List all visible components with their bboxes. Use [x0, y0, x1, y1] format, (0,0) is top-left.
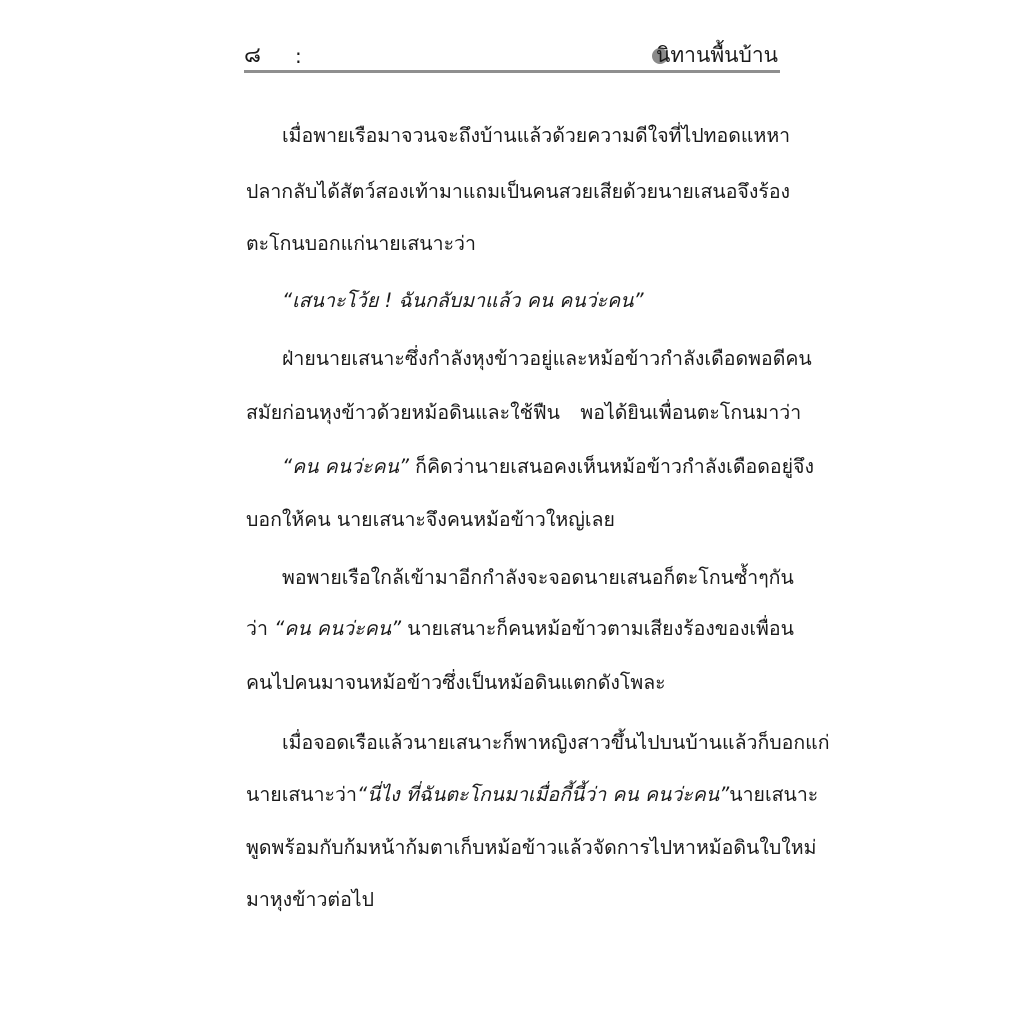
text-segment: นายเสนอจึงร้อง: [658, 180, 791, 203]
text-segment: ปลากลับได้สัตว์สองเท้ามา: [246, 180, 463, 203]
text-segment: [282, 452, 793, 482]
text-segment: พอได้ยินเพื่อนตะโกนมาว่า: [580, 401, 802, 424]
text-segment: นายเสนาะว่า: [246, 783, 357, 806]
text-segment: แถมเป็นคนสวยเสียด้วย: [462, 180, 659, 203]
text-line: [246, 780, 819, 810]
text-segment: และหม้อข้าวกำลังเดือดพอดีคน: [552, 347, 812, 370]
text-line: [246, 398, 801, 428]
text-segment: แล้วจัดการไปหาหม้อดินใบใหม่: [557, 836, 817, 859]
text-line: คนไปคนมาจนหม้อข้าวซึ่งเป็นหม้อดินแตกดังโพละ: [246, 671, 666, 694]
text-segment: ฝ่ายนายเสนาะซึ่งกำลังหุงข้าวอยู่: [282, 347, 553, 370]
text-segment: นายเสนอก็ตะโกนซ้ำ: [584, 566, 759, 589]
book-title: นิทานพื้นบ้าน: [655, 43, 778, 67]
text-segment: แล้วก็บอกแก่: [722, 731, 830, 754]
quote-text: “คน คนว่ะคน”: [282, 455, 409, 478]
text-line: [282, 121, 791, 151]
text-segment: ด้วยความดีใจที่ไปทอดแหหา: [552, 124, 791, 147]
running-header: [244, 40, 780, 70]
text-segment: กัน: [768, 566, 794, 589]
text-line: [282, 344, 812, 374]
text-segment: ๆ: [758, 566, 769, 589]
text-segment: พูดพร้อมกับก้มหน้าก้มตาเก็บหม้อข้าว: [246, 836, 558, 859]
text-segment: ก็คิดว่านายเสนอคงเห็นหม้อข้าวกำลังเดือดอยู่: [415, 455, 794, 478]
text-line: [246, 833, 817, 863]
page-number: ๘: [244, 43, 261, 68]
text-segment: สมัยก่อนหุงข้าวด้วยหม้อดินและใช้ฟืน: [246, 401, 560, 424]
text-segment: นายเสนาะ: [729, 783, 819, 806]
text-segment: นายเสนาะก็คนหม้อข้าวตามเสียงร้องของเพื่อน: [407, 617, 794, 640]
text-line: [246, 614, 794, 644]
text-line: [282, 728, 830, 758]
quote-text: “เสนาะโว้ย ! ฉันกลับมาแล้ว คน คนว่ะคน”: [282, 289, 644, 312]
text-segment: บอกให้คน: [246, 508, 331, 531]
quote-text: “คน คนว่ะคน”: [274, 617, 402, 640]
text-segment: เมื่อพายเรือมาจวนจะถึงบ้านแล้ว: [282, 124, 553, 147]
text-segment: พอพายเรือใกล้เข้ามาอีกกำลังจะจอด: [282, 566, 585, 589]
text-line: [246, 505, 615, 535]
quote-text: “นี่ไง ที่ฉันตะโกนมาเมื่อกี้นี้ว่า คน คนว่ะคน”: [356, 783, 730, 806]
text-line: [282, 452, 814, 482]
text-line: [246, 177, 791, 207]
text-line: ตะโกนบอกแก่นายเสนาะว่า: [246, 232, 476, 255]
text-line: [282, 563, 794, 593]
text-segment: ว่า: [246, 617, 268, 640]
text-segment: เมื่อจอดเรือแล้วนายเสนาะก็พาหญิงสาวขึ้นไปบนบ้าน: [282, 731, 722, 754]
text-line: มาหุงข้าวต่อไป: [246, 888, 374, 911]
quoted-line: [282, 286, 644, 316]
text-segment: นายเสนาะจึงคนหม้อข้าวใหญ่เลย: [336, 508, 615, 531]
text-segment: จึง: [793, 455, 814, 478]
header-divider: [244, 70, 780, 73]
header-colon: :: [295, 44, 302, 68]
